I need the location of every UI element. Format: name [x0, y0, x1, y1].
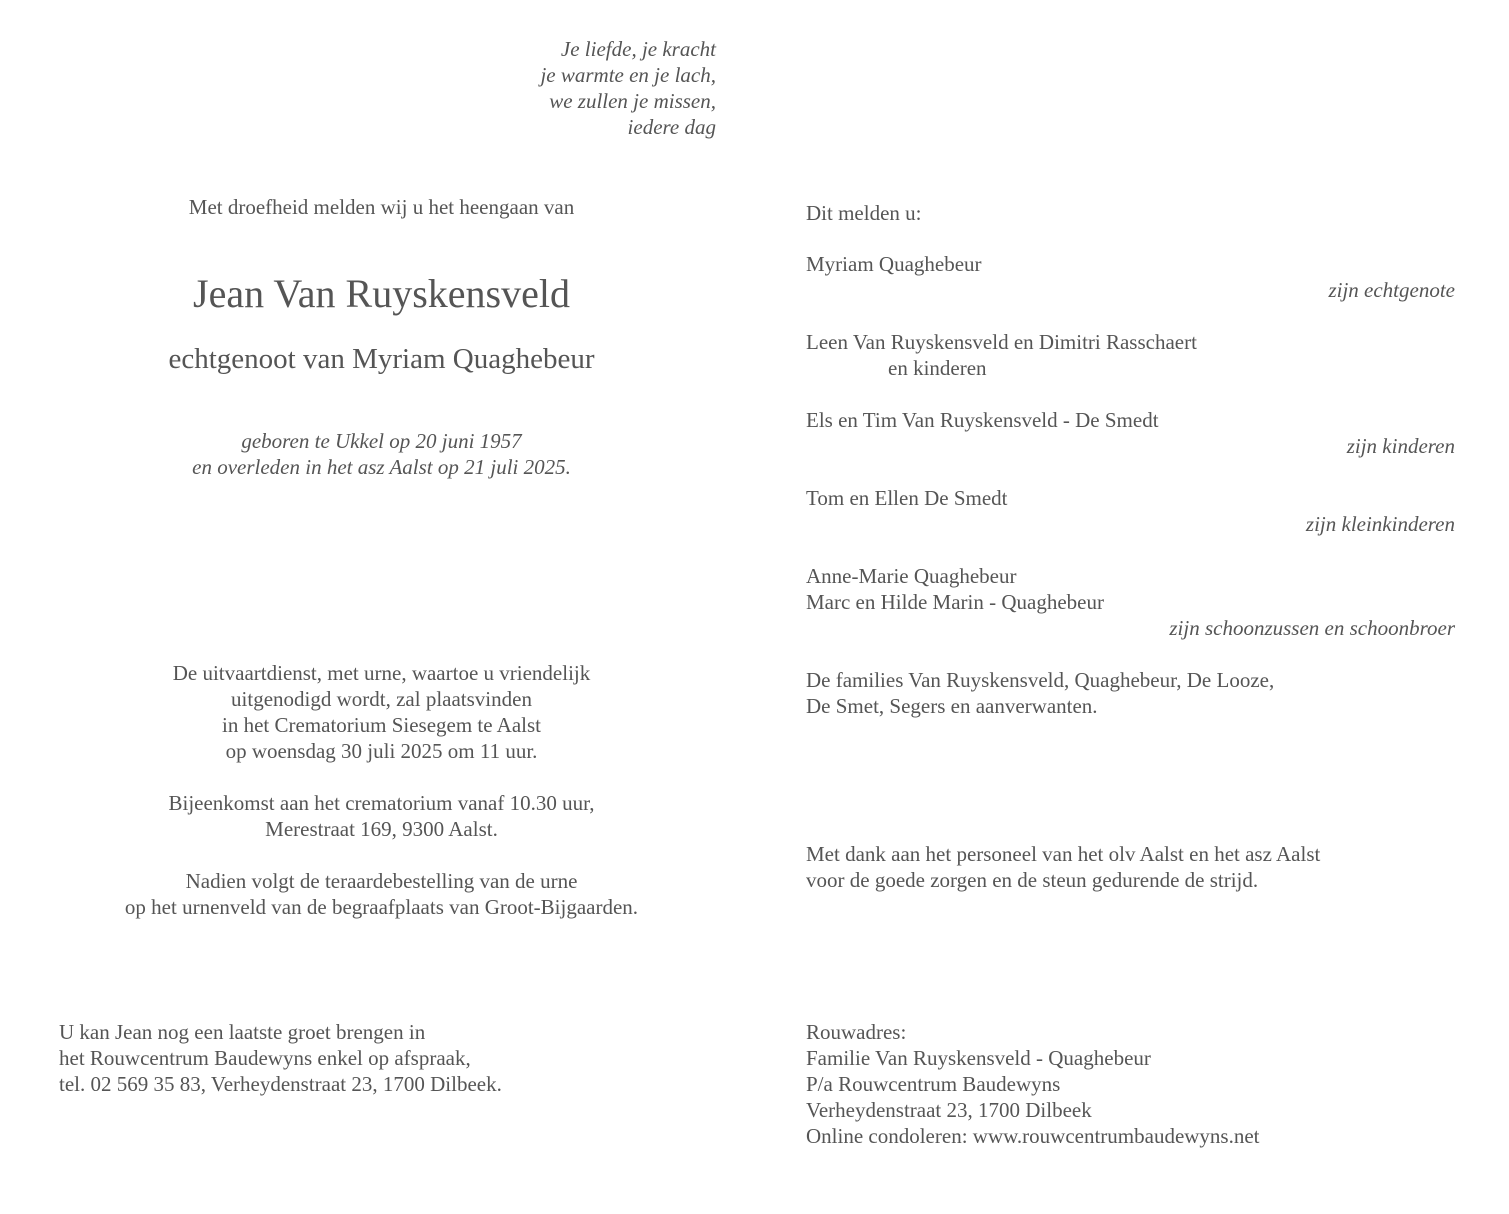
service-line: in het Crematorium Siesegem te Aalst	[221, 713, 542, 737]
deceased-name: Jean Van Ruyskensveld	[193, 271, 570, 316]
family-role: zijn kleinkinderen	[1305, 512, 1455, 536]
gathering-line: Merestraat 169, 9300 Aalst.	[265, 817, 498, 841]
address-line: Familie Van Ruyskensveld - Quaghebeur	[806, 1046, 1151, 1070]
spouse-line: echtgenoot van Myriam Quaghebeur	[168, 343, 595, 375]
paragraph-gap	[806, 303, 1455, 329]
family-member: Marc en Hilde Marin - Quaghebeur	[806, 590, 1104, 614]
family-group-inlaws	[806, 563, 1455, 641]
paragraph-gap	[806, 459, 1455, 485]
family-role: zijn echtgenote	[1328, 278, 1455, 302]
family-member: De Smet, Segers en aanverwanten.	[806, 694, 1098, 718]
thanks-line: voor de goede zorgen en de steun gedurende de strijd.	[806, 868, 1259, 892]
condolence-website: Online condoleren: www.rouwcentrumbaudewyns.net	[806, 1124, 1260, 1148]
family-member: Anne-Marie Quaghebeur	[806, 564, 1017, 588]
poem-line: Je liefde, je kracht	[560, 37, 716, 61]
paragraph-gap	[0, 764, 763, 790]
family-list	[806, 251, 1455, 719]
paragraph-gap	[0, 842, 763, 868]
address-line: Verheydenstraat 23, 1700 Dilbeek	[806, 1098, 1092, 1122]
family-member: Els en Tim Van Ruyskensveld - De Smedt	[806, 408, 1159, 432]
address-label: Rouwadres:	[806, 1020, 907, 1044]
family-group-families	[806, 667, 1455, 719]
family-role: zijn kinderen	[1346, 434, 1455, 458]
visit-info	[59, 1019, 502, 1097]
service-details	[0, 660, 763, 920]
family-member: Tom en Ellen De Smedt	[806, 486, 1008, 510]
family-member-sub: en kinderen	[888, 356, 987, 380]
poem-line: iedere dag	[627, 115, 716, 139]
thanks-line: Met dank aan het personeel van het olv Aalst en het asz Aalst	[806, 842, 1321, 866]
burial-line: op het urnenveld van de begraafplaats van Groot-Bijgaarden.	[124, 895, 639, 919]
service-line: De uitvaartdienst, met urne, waartoe u vriendelijk	[172, 661, 591, 685]
announce-heading: Dit melden u:	[806, 201, 922, 225]
poem-line: we zullen je missen,	[549, 89, 716, 113]
family-member: Myriam Quaghebeur	[806, 252, 982, 276]
burial-line: Nadien volgt de teraardebestelling van de urne	[185, 869, 578, 893]
intro-text: Met droefheid melden wij u het heengaan van	[188, 195, 575, 219]
visit-line: tel. 02 569 35 83, Verheydenstraat 23, 1700 Dilbeek.	[59, 1072, 502, 1096]
family-group-children	[806, 329, 1455, 459]
family-member: De families Van Ruyskensveld, Quaghebeur, De Looze,	[806, 668, 1275, 692]
mourning-address	[806, 1019, 1260, 1149]
service-line: uitgenodigd wordt, zal plaatsvinden	[231, 687, 532, 711]
gathering-line: Bijeenkomst aan het crematorium vanaf 10.30 uur,	[168, 791, 595, 815]
address-line: P/a Rouwcentrum Baudewyns	[806, 1072, 1061, 1096]
poem-line: je warmte en je lach,	[540, 63, 716, 87]
family-group-spouse	[806, 251, 1455, 303]
poem	[540, 36, 716, 140]
birth-line: geboren te Ukkel op 20 juni 1957	[241, 429, 522, 453]
paragraph-gap	[806, 641, 1455, 667]
birth-death-dates	[0, 428, 763, 480]
family-group-grandchildren	[806, 485, 1455, 537]
visit-line: het Rouwcentrum Baudewyns enkel op afspraak,	[59, 1046, 471, 1070]
service-line: op woensdag 30 juli 2025 om 11 uur.	[225, 739, 538, 763]
family-role: zijn schoonzussen en schoonbroer	[1169, 616, 1455, 640]
death-line: en overleden in het asz Aalst op 21 juli 2025.	[192, 455, 571, 479]
thanks-text	[806, 841, 1320, 893]
paragraph-gap	[806, 537, 1455, 563]
family-member: Leen Van Ruyskensveld en Dimitri Rasschaert	[806, 330, 1197, 354]
paragraph-gap	[806, 381, 1455, 407]
visit-line: U kan Jean nog een laatste groet brengen in	[59, 1020, 426, 1044]
